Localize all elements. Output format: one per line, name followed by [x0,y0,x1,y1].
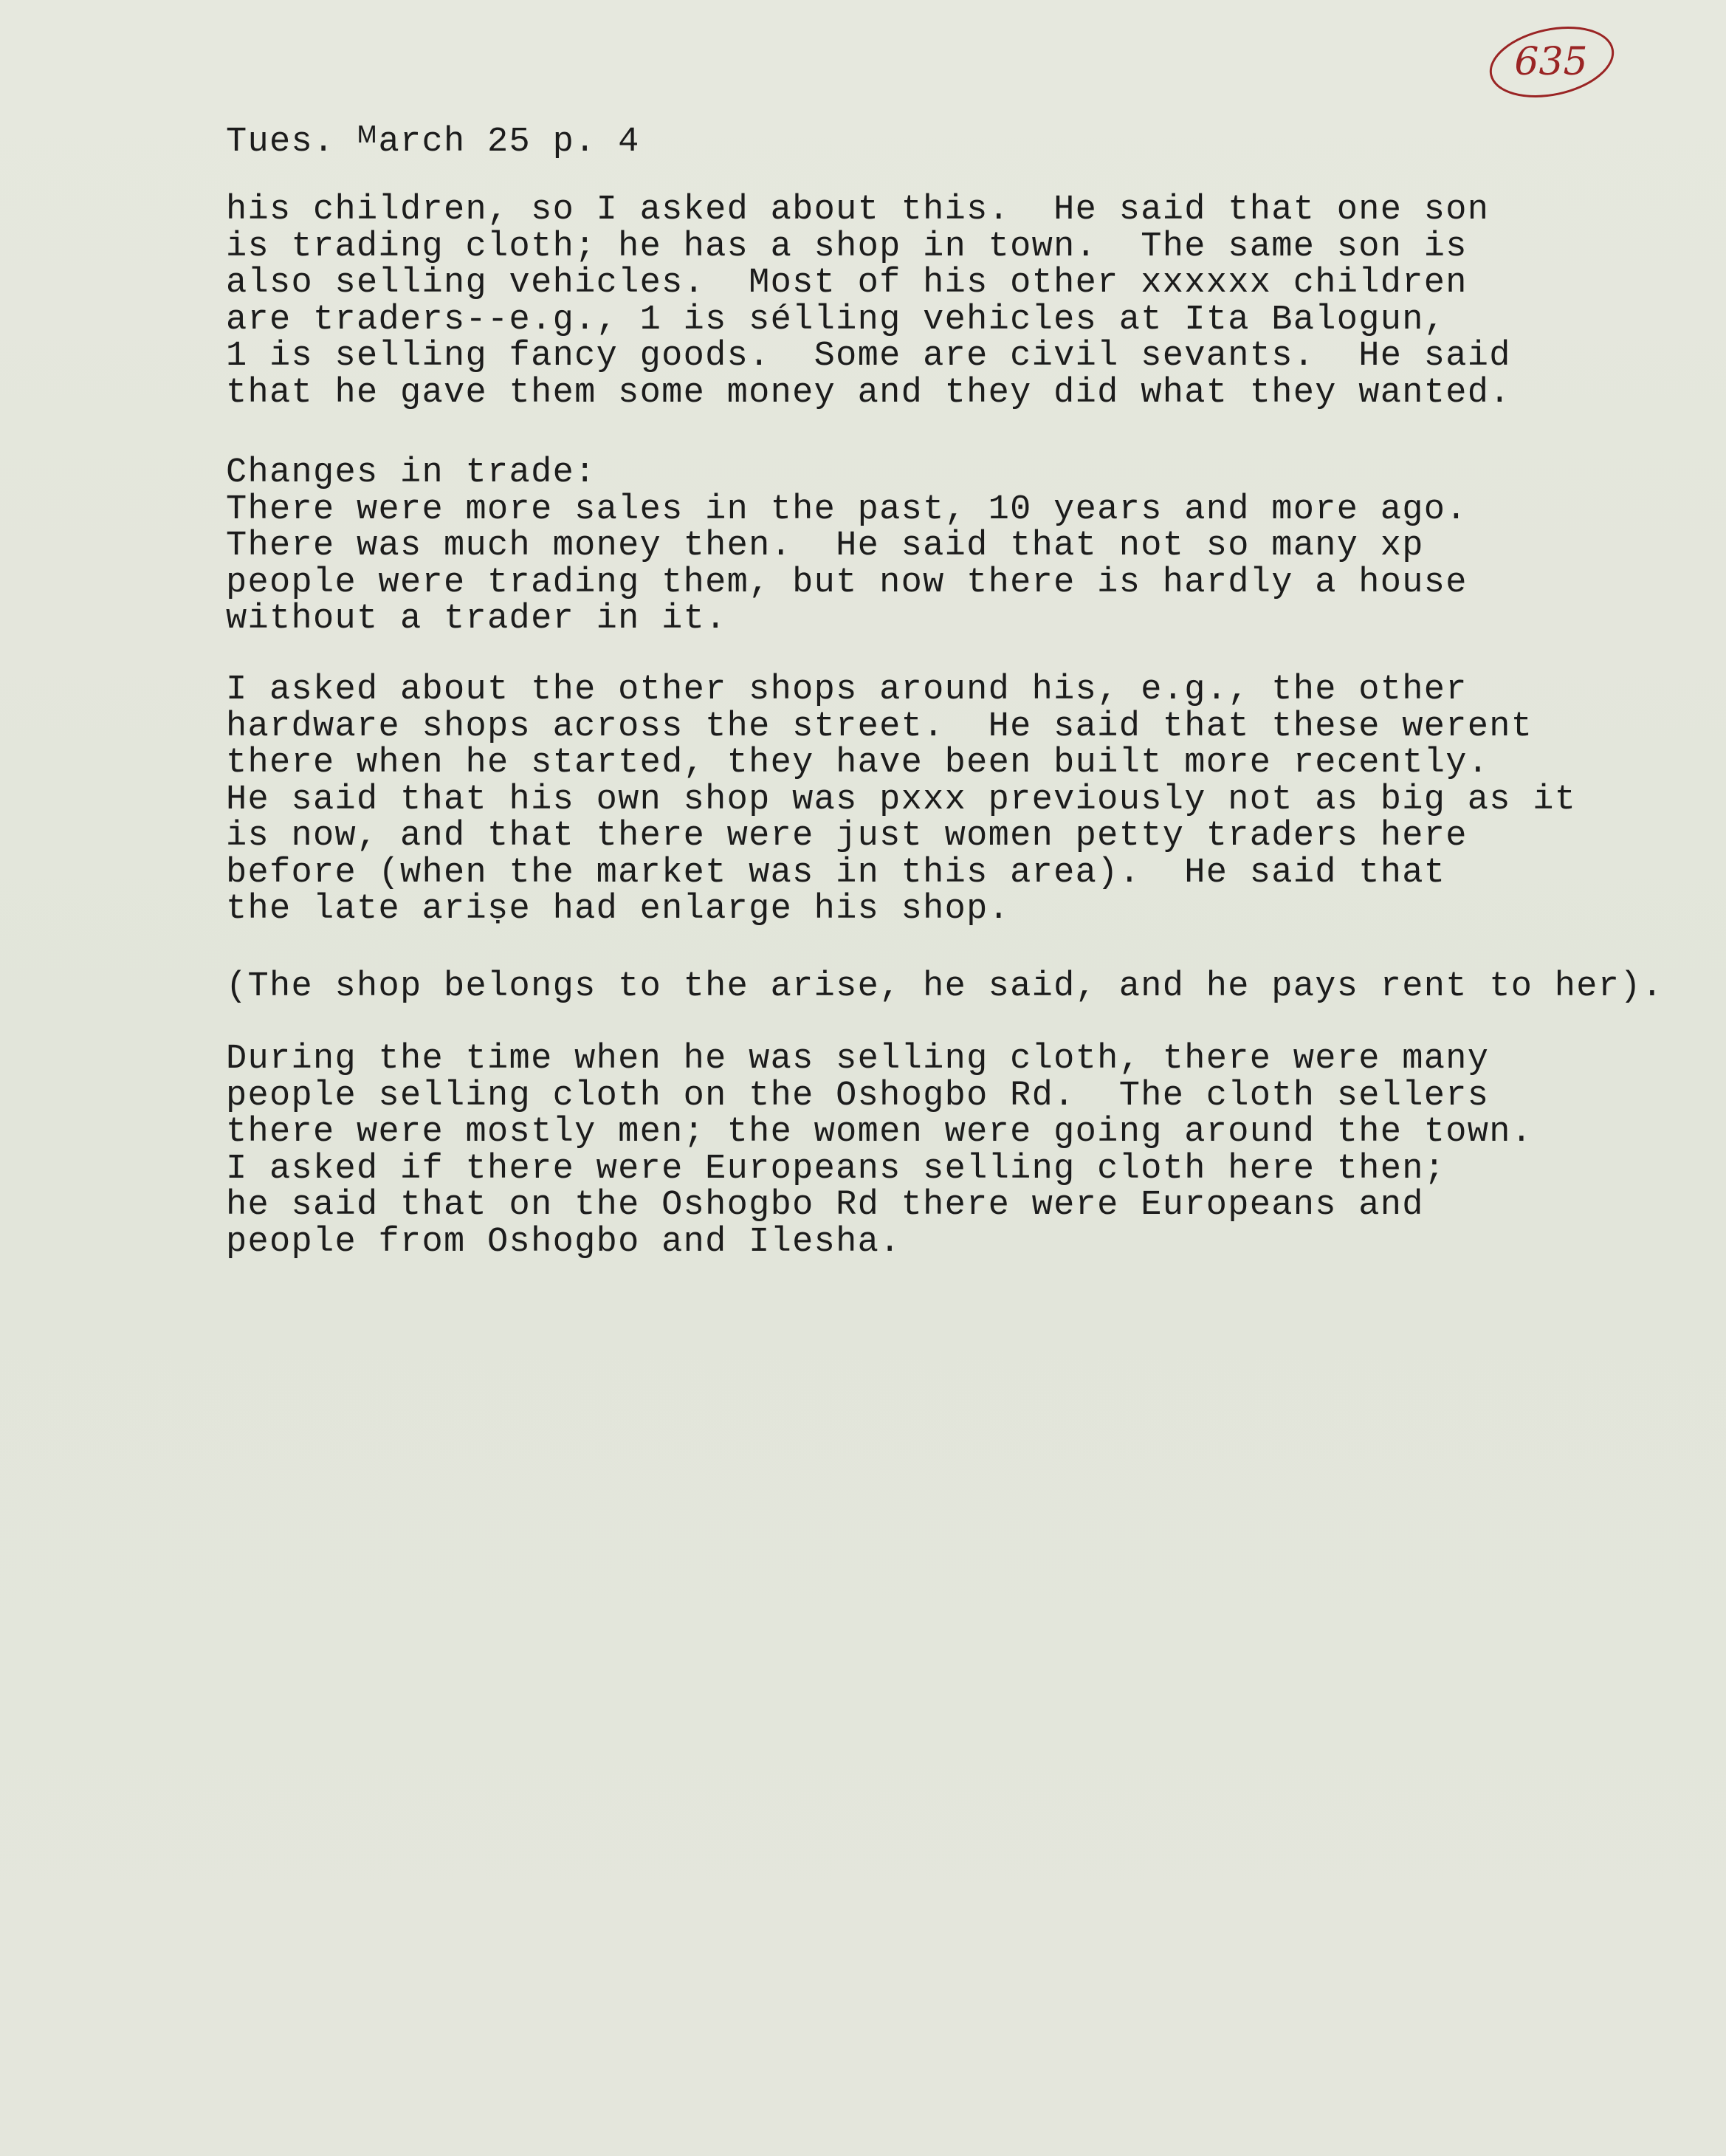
text-line: are traders--e.g., 1 is sélling vehicles at Ita Balogun, [226,300,1446,340]
text-line: that he gave them some money and they did what they wanted. [226,373,1511,413]
folio-number-stamp [1484,21,1618,103]
text-line: I asked about the other shops around his, e.g., the other [226,670,1468,710]
paragraph-children [226,192,1511,411]
text-line: There were more sales in the past, 10 years and more ago. [226,490,1468,529]
text-line: there when he started, they have been built more recently. [226,744,1490,783]
paragraph-cloth-sellers [226,1041,1533,1260]
text-line: without a trader in it. [226,600,727,639]
folio-number: 635 [1514,40,1588,84]
text-line: people were trading them, but now there is hardly a house [226,563,1468,602]
text-line: is now, and that there were just women petty traders here [226,817,1468,856]
paragraph-shop-ownership [226,969,1663,1006]
text-line: also selling vehicles. Most of his other xxxxxx children [226,264,1468,303]
text-line: I asked if there were Europeans selling cloth here then; [226,1149,1446,1189]
text-line: hardware shops across the street. He said that these werent [226,707,1533,746]
paragraph-changes-in-trade [226,455,1468,638]
text-line: is trading cloth; he has a shop in town. The same son is [226,227,1468,267]
text-line: He said that his own shop was pxxx previously not as big as it [226,780,1577,820]
text-line: Changes in trade: [226,453,596,492]
text-line: (The shop belongs to the arise, he said, and he pays rent to her). [226,967,1664,1006]
text-line: people from Oshogbo and Ilesha. [226,1222,901,1262]
text-line: before (when the market was in this area). He said that [226,853,1446,893]
text-line: the late ariṣe had enlarge his shop. [226,890,1011,929]
paragraph-other-shops [226,672,1576,928]
text-line: he said that on the Oshogbo Rd there were Europeans and [226,1186,1424,1225]
page-header: Tues. ᴹarch 25 p. 4 [226,123,640,162]
text-line: 1 is selling fancy goods. Some are civil sevants. He said [226,337,1511,376]
text-line: there were mostly men; the women were going around the town. [226,1113,1533,1152]
text-line: During the time when he was selling cloth, there were many [226,1040,1490,1079]
text-line: There was much money then. He said that not so many xp [226,526,1424,566]
text-line: people selling cloth on the Oshogbo Rd. The cloth sellers [226,1076,1490,1116]
text-line: his children, so I asked about this. He said that one son [226,190,1490,230]
